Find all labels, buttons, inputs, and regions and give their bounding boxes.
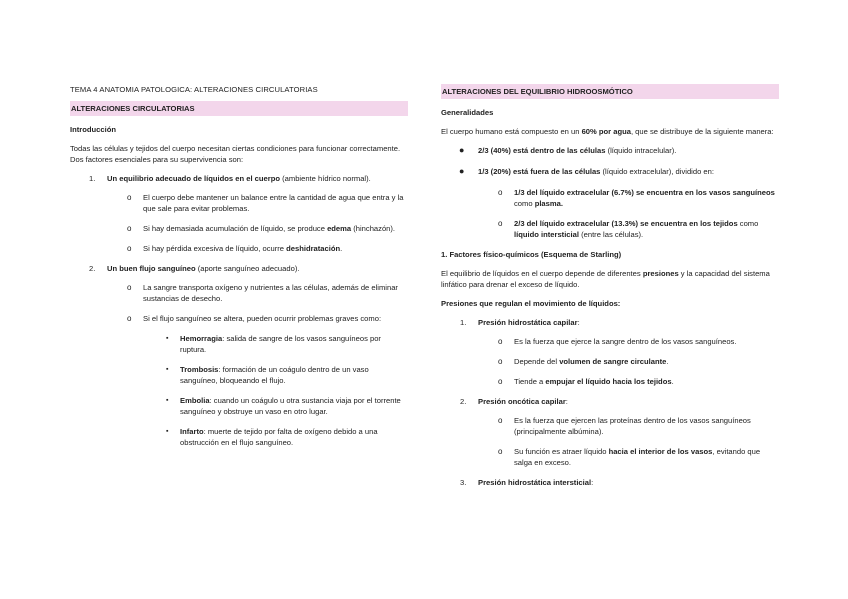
bullet-bold: 1/3 (20%) está fuera de las células — [478, 167, 601, 176]
list-number: 2. — [460, 397, 467, 406]
circle-bullet-icon: o — [498, 447, 503, 456]
bullet-bold: edema — [327, 224, 352, 233]
sub-bullet-bold: 1/3 del líquido extracelular (6.7%) se encuentra en los vasos sanguíneos — [514, 188, 775, 197]
list-item-text: : — [577, 318, 580, 327]
list-number: 3. — [460, 478, 467, 487]
circle-bullet-icon: o — [498, 357, 503, 366]
sub-bullet-text: : formación de un coágulo dentro de un vaso sanguíneo, bloqueando el flujo. — [180, 365, 369, 385]
list-number: 2. — [89, 264, 96, 273]
sub-bullet-interstitial — [441, 218, 779, 240]
bullet-text: La sangre transporta oxígeno y nutrientes a las células, además de eliminar sustancias de desecho. — [143, 283, 398, 303]
sub-bullet-embolism — [70, 395, 408, 417]
list-item-text: : — [565, 397, 568, 406]
bullet-edema — [70, 223, 408, 234]
sub-bullet-hemorrhage — [70, 333, 408, 355]
sub-bullet-text: : salida de sangre de los vasos sanguíneos por ruptura. — [180, 334, 381, 354]
sub-bullet-text: como — [514, 199, 535, 208]
bullet-dehydration — [70, 243, 408, 254]
left-column — [70, 84, 408, 457]
list-item-hydrostatic-interstitial — [441, 477, 779, 488]
bullet-bold: volumen de sangre circulante — [559, 357, 667, 366]
bullet-text: Su función es atraer líquido — [514, 447, 609, 456]
paragraph-text: El equilibrio de líquidos en el cuerpo depende de diferentes — [441, 269, 643, 278]
document-title: TEMA 4 ANATOMIA PATOLOGICA: ALTERACIONES CIRCULATORIAS — [70, 85, 318, 94]
circle-bullet-icon: o — [498, 219, 503, 228]
circle-bullet-icon: o — [498, 416, 503, 425]
subheading-pressures: Presiones que regulan el movimiento de líquidos: — [441, 299, 621, 308]
bullet-blood-volume — [441, 356, 779, 367]
bullet-text: . — [340, 244, 343, 253]
bullet-bold: hacia el interior de los vasos — [608, 447, 713, 456]
list-number: 1. — [460, 318, 467, 327]
sub-bullet-text: : cuando un coágulo u otra sustancia viaja por el torrente sanguíneo y obstruye un vaso en otro lugar. — [180, 396, 401, 416]
square-bullet-icon: ▪ — [166, 397, 169, 404]
square-bullet-icon: ▪ — [166, 335, 169, 342]
bullet-text: Tiende a — [514, 377, 546, 386]
paragraph-text: , que se distribuye de la siguiente manera: — [630, 127, 774, 136]
bullet-bold: deshidratación — [286, 244, 341, 253]
intro-paragraph: Todas las células y tejidos del cuerpo necesitan ciertas condiciones para funcionar correctamente. Dos factores esenciales para su supervivencia son: — [70, 144, 401, 164]
sub-bullet-thrombosis — [70, 364, 408, 386]
sub-bullet-bold: líquido intersticial — [514, 230, 579, 239]
bullet-text: (hinchazón). — [351, 224, 396, 233]
bullet-text: El cuerpo debe mantener un balance entre la cantidad de agua que entra y la que sale para evitar problemas. — [143, 193, 404, 213]
bullet-text: Es la fuerza que ejerce la sangre dentro de los vasos sanguíneos. — [514, 337, 737, 346]
list-item-bold: Un equilibrio adecuado de líquidos en el cuerpo — [107, 174, 280, 183]
circle-bullet-icon: o — [127, 224, 132, 233]
subheading-starling: 1. Factores físico-químicos (Esquema de Starling) — [441, 250, 622, 259]
dot-bullet-icon: ● — [459, 166, 465, 176]
square-bullet-icon: ▪ — [166, 428, 169, 435]
list-item-fluid-balance — [70, 173, 408, 184]
circle-bullet-icon: o — [498, 188, 503, 197]
bullet-balance — [70, 192, 408, 214]
paragraph-text: y la capacidad del sistema linfático para drenar el exceso de líquido. — [441, 269, 770, 289]
sub-bullet-bold: 2/3 del líquido extracelular (13.3%) se encuentra en los tejidos — [514, 219, 738, 228]
sub-bullet-bold: Trombosis — [180, 365, 219, 374]
square-bullet-icon: ▪ — [166, 366, 169, 373]
paragraph-text: El cuerpo humano está compuesto en un — [441, 127, 582, 136]
bullet-push-fluid — [441, 376, 779, 387]
list-item-bold: Presión hidrostática capilar — [478, 318, 578, 327]
list-item-text: : — [591, 478, 594, 487]
sub-bullet-text: : muerte de tejido por falta de oxígeno debido a una obstrucción en el flujo sanguíneo. — [180, 427, 378, 447]
list-item-bold: Presión oncótica capilar — [478, 397, 566, 406]
bullet-text: Es la fuerza que ejercen las proteínas dentro de los vasos sanguíneos (principalmente albúmina). — [514, 416, 751, 436]
bullet-text: . — [671, 377, 674, 386]
sub-bullet-bold: plasma. — [534, 199, 563, 208]
section-heading-circulatory: ALTERACIONES CIRCULATORIAS — [70, 101, 408, 116]
list-item-bold: Presión hidrostática intersticial — [478, 478, 592, 487]
list-item-text: (ambiente hídrico normal). — [280, 174, 371, 183]
dot-bullet-icon: ● — [459, 145, 465, 155]
list-item-text: (aporte sanguíneo adecuado). — [195, 264, 300, 273]
list-item-oncotic-capillary — [441, 396, 779, 407]
bullet-intracellular — [441, 145, 779, 156]
bullet-text: . — [666, 357, 669, 366]
list-item-bold: Un buen flujo sanguíneo — [107, 264, 196, 273]
circle-bullet-icon: o — [498, 337, 503, 346]
circle-bullet-icon: o — [127, 314, 132, 323]
sub-bullet-text: (entre las células). — [578, 230, 644, 239]
bullet-proteins — [441, 415, 779, 437]
circle-bullet-icon: o — [498, 377, 503, 386]
bullet-attract-fluid — [441, 446, 779, 468]
bullet-text: Si el flujo sanguíneo se altera, pueden ocurrir problemas graves como: — [143, 314, 382, 323]
circle-bullet-icon: o — [127, 244, 132, 253]
bullet-text: (líquido extracelular), dividido en: — [600, 167, 714, 176]
bullet-blood-force — [441, 336, 779, 347]
list-item-blood-flow — [70, 263, 408, 274]
bullet-problems — [70, 313, 408, 324]
section-heading-hydroosmotic: ALTERACIONES DEL EQUILIBRIO HIDROOSMÓTICO — [441, 84, 779, 99]
bullet-text: Si hay demasiada acumulación de líquido, se produce — [143, 224, 328, 233]
circle-bullet-icon: o — [127, 193, 132, 202]
starling-paragraph — [441, 268, 779, 290]
bullet-text: (líquido intracelular). — [605, 146, 677, 155]
water-paragraph — [441, 126, 779, 137]
bullet-text: Si hay pérdida excesiva de líquido, ocurre — [143, 244, 287, 253]
sub-bullet-text: como — [737, 219, 759, 228]
bullet-extracellular — [441, 166, 779, 177]
sub-bullet-bold: Hemorragia — [180, 334, 223, 343]
subheading-generalities: Generalidades — [441, 108, 494, 117]
sub-bullet-plasma — [441, 187, 779, 209]
bullet-text: , evitando que salga en exceso. — [514, 447, 761, 467]
circle-bullet-icon: o — [127, 283, 132, 292]
sub-bullet-bold: Embolia — [180, 396, 210, 405]
paragraph-bold: presiones — [642, 269, 679, 278]
right-column — [441, 84, 779, 496]
sub-bullet-infarction — [70, 426, 408, 448]
bullet-text: Depende del — [514, 357, 560, 366]
list-item-hydrostatic-capillary — [441, 317, 779, 328]
paragraph-bold: 60% por agua — [581, 127, 631, 136]
subheading-introduction: Introducción — [70, 125, 116, 134]
bullet-bold: 2/3 (40%) está dentro de las células — [478, 146, 606, 155]
bullet-bold: empujar el líquido hacia los tejidos — [545, 377, 672, 386]
list-number: 1. — [89, 174, 96, 183]
bullet-oxygen — [70, 282, 408, 304]
sub-bullet-bold: Infarto — [180, 427, 204, 436]
